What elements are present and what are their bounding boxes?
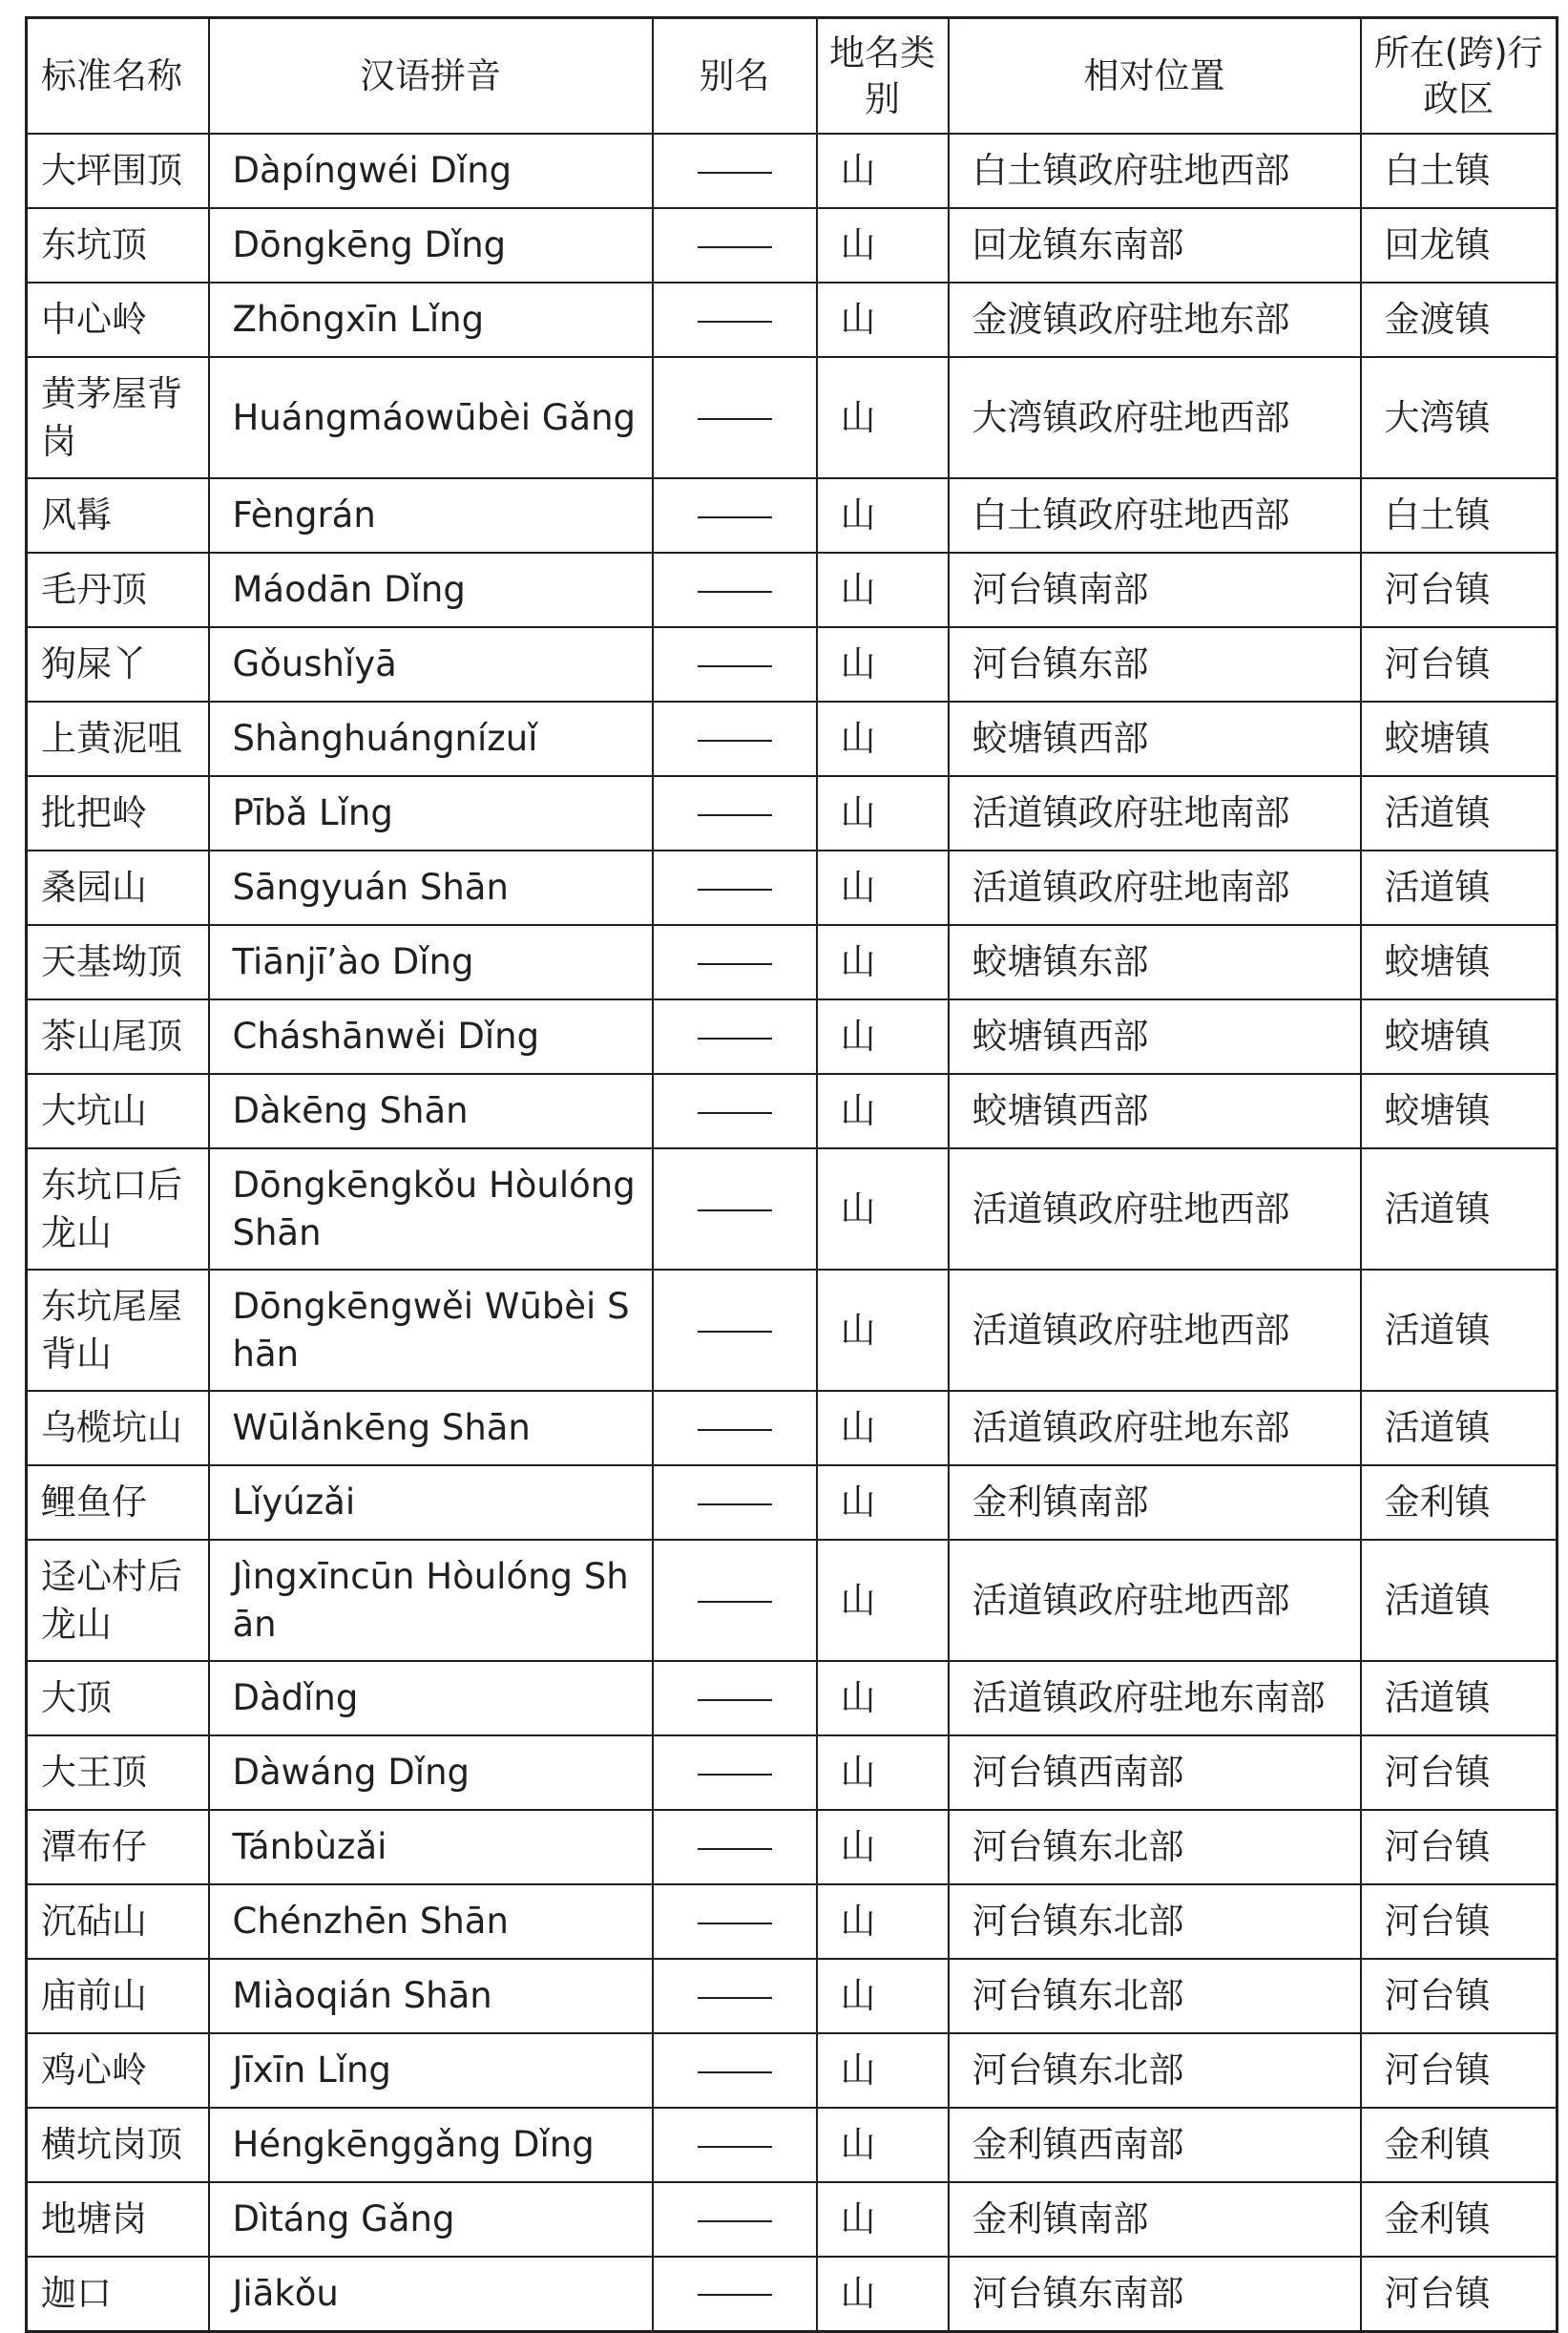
alias-dash	[698, 246, 772, 248]
cell-pinyin: Héngkēnggǎng Dǐng	[209, 2108, 653, 2182]
cell-relative-location: 河台镇东北部	[949, 1810, 1361, 1884]
table-row	[27, 2108, 1558, 2182]
cell-pinyin: Cháshānwěi Dǐng	[209, 999, 653, 1074]
cell-standard-name: 大顶	[27, 1661, 209, 1735]
cell-place-type: 山	[817, 1540, 949, 1661]
cell-relative-location: 河台镇南部	[949, 553, 1361, 627]
cell-pinyin: Jiākǒu	[209, 2257, 653, 2331]
cell-standard-name: 天基坳顶	[27, 925, 209, 999]
cell-district: 白土镇	[1361, 478, 1558, 553]
cell-district: 活道镇	[1361, 851, 1558, 925]
cell-standard-name: 东坑顶	[27, 208, 209, 283]
cell-district: 蛟塘镇	[1361, 1074, 1558, 1148]
alias-dash	[698, 1699, 772, 1701]
table-row	[27, 1074, 1558, 1148]
cell-relative-location: 金利镇南部	[949, 1465, 1361, 1540]
cell-standard-name: 庙前山	[27, 1959, 209, 2033]
cell-district: 大湾镇	[1361, 357, 1558, 478]
table-row	[27, 776, 1558, 851]
cell-place-type: 山	[817, 2257, 949, 2331]
cell-relative-location: 活道镇政府驻地西部	[949, 1540, 1361, 1661]
alias-dash	[698, 2294, 772, 2296]
cell-place-type: 山	[817, 1884, 949, 1959]
cell-standard-name: 潭布仔	[27, 1810, 209, 1884]
cell-alias	[653, 478, 817, 553]
cell-place-type: 山	[817, 2182, 949, 2257]
cell-pinyin: Chénzhēn Shān	[209, 1884, 653, 1959]
cell-standard-name: 东坑口后龙山	[27, 1148, 209, 1270]
table-row	[27, 283, 1558, 357]
cell-alias	[653, 208, 817, 283]
cell-pinyin: Dōngkēngkǒu Hòulóng Shān	[209, 1148, 653, 1270]
table-row	[27, 702, 1558, 776]
cell-place-type: 山	[817, 357, 949, 478]
cell-district: 河台镇	[1361, 627, 1558, 702]
table-row	[27, 851, 1558, 925]
alias-dash	[698, 1774, 772, 1776]
cell-place-type: 山	[817, 1959, 949, 2033]
alias-dash	[698, 1038, 772, 1040]
cell-pinyin: Fèngrán	[209, 478, 653, 553]
cell-relative-location: 河台镇东北部	[949, 1959, 1361, 2033]
cell-relative-location: 金利镇西南部	[949, 2108, 1361, 2182]
cell-district: 活道镇	[1361, 1270, 1558, 1391]
cell-standard-name: 大坪围顶	[27, 134, 209, 208]
table-row	[27, 1148, 1558, 1270]
cell-place-type: 山	[817, 283, 949, 357]
cell-standard-name: 毛丹顶	[27, 553, 209, 627]
cell-alias	[653, 283, 817, 357]
cell-pinyin: Dōngkēngwěi Wūbèi Shān	[209, 1270, 653, 1391]
alias-dash	[698, 1503, 772, 1505]
cell-relative-location: 蛟塘镇东部	[949, 925, 1361, 999]
cell-alias	[653, 1270, 817, 1391]
place-name-table	[25, 16, 1558, 2333]
table-row	[27, 1810, 1558, 1884]
cell-alias	[653, 1661, 817, 1735]
cell-place-type: 山	[817, 851, 949, 925]
cell-standard-name: 狗屎丫	[27, 627, 209, 702]
cell-place-type: 山	[817, 2033, 949, 2108]
table-row	[27, 478, 1558, 553]
cell-district: 河台镇	[1361, 1810, 1558, 1884]
cell-relative-location: 蛟塘镇西部	[949, 1074, 1361, 1148]
cell-district: 河台镇	[1361, 1959, 1558, 2033]
cell-district: 活道镇	[1361, 1540, 1558, 1661]
cell-relative-location: 大湾镇政府驻地西部	[949, 357, 1361, 478]
cell-district: 活道镇	[1361, 1391, 1558, 1465]
table-header	[27, 18, 1558, 135]
cell-district: 河台镇	[1361, 2257, 1558, 2331]
cell-standard-name: 迳心村后龙山	[27, 1540, 209, 1661]
alias-dash	[698, 963, 772, 965]
cell-district: 金利镇	[1361, 2108, 1558, 2182]
header-row	[27, 18, 1558, 135]
alias-dash	[698, 1331, 772, 1333]
table-row	[27, 553, 1558, 627]
cell-relative-location: 活道镇政府驻地西部	[949, 1270, 1361, 1391]
cell-relative-location: 河台镇西南部	[949, 1735, 1361, 1810]
cell-alias	[653, 553, 817, 627]
cell-relative-location: 蛟塘镇西部	[949, 702, 1361, 776]
table-row	[27, 925, 1558, 999]
cell-alias	[653, 134, 817, 208]
cell-district: 金利镇	[1361, 2182, 1558, 2257]
table-row	[27, 2257, 1558, 2331]
cell-place-type: 山	[817, 1391, 949, 1465]
cell-place-type: 山	[817, 1270, 949, 1391]
cell-district: 活道镇	[1361, 776, 1558, 851]
cell-district: 蛟塘镇	[1361, 925, 1558, 999]
cell-standard-name: 中心岭	[27, 283, 209, 357]
cell-pinyin: Pībǎ Lǐng	[209, 776, 653, 851]
cell-relative-location: 活道镇政府驻地南部	[949, 851, 1361, 925]
cell-alias	[653, 627, 817, 702]
cell-alias	[653, 1810, 817, 1884]
alias-dash	[698, 1112, 772, 1114]
cell-standard-name: 鸡心岭	[27, 2033, 209, 2108]
alias-dash	[698, 1209, 772, 1211]
cell-standard-name: 批把岭	[27, 776, 209, 851]
cell-place-type: 山	[817, 1735, 949, 1810]
cell-alias	[653, 1884, 817, 1959]
cell-pinyin: Dìtáng Gǎng	[209, 2182, 653, 2257]
table-row	[27, 1959, 1558, 2033]
cell-pinyin: Zhōngxīn Lǐng	[209, 283, 653, 357]
table-row	[27, 1884, 1558, 1959]
cell-alias	[653, 1465, 817, 1540]
cell-standard-name: 沉砧山	[27, 1884, 209, 1959]
header-alias: 别名	[653, 18, 817, 135]
header-relative-location: 相对位置	[949, 18, 1361, 135]
alias-dash	[698, 1997, 772, 1999]
cell-standard-name: 大坑山	[27, 1074, 209, 1148]
cell-alias	[653, 1735, 817, 1810]
cell-place-type: 山	[817, 553, 949, 627]
table-row	[27, 1735, 1558, 1810]
cell-standard-name: 黄茅屋背岗	[27, 357, 209, 478]
table-row	[27, 134, 1558, 208]
cell-district: 河台镇	[1361, 1884, 1558, 1959]
cell-alias	[653, 2257, 817, 2331]
table-row	[27, 1270, 1558, 1391]
cell-alias	[653, 925, 817, 999]
cell-alias	[653, 1959, 817, 2033]
alias-dash	[698, 740, 772, 742]
alias-dash	[698, 889, 772, 891]
alias-dash	[698, 1923, 772, 1924]
table-row	[27, 208, 1558, 283]
cell-standard-name: 茶山尾顶	[27, 999, 209, 1074]
cell-alias	[653, 2108, 817, 2182]
cell-pinyin: Tiānjī’ào Dǐng	[209, 925, 653, 999]
cell-relative-location: 回龙镇东南部	[949, 208, 1361, 283]
cell-relative-location: 活道镇政府驻地东部	[949, 1391, 1361, 1465]
cell-place-type: 山	[817, 2108, 949, 2182]
cell-relative-location: 活道镇政府驻地东南部	[949, 1661, 1361, 1735]
cell-district: 河台镇	[1361, 2033, 1558, 2108]
cell-standard-name: 上黄泥咀	[27, 702, 209, 776]
table-row	[27, 1465, 1558, 1540]
cell-relative-location: 白土镇政府驻地西部	[949, 478, 1361, 553]
cell-pinyin: Jìngxīncūn Hòulóng Shān	[209, 1540, 653, 1661]
alias-dash	[698, 665, 772, 667]
alias-dash	[698, 172, 772, 174]
alias-dash	[698, 1848, 772, 1850]
alias-dash	[698, 516, 772, 518]
cell-place-type: 山	[817, 702, 949, 776]
cell-relative-location: 河台镇东北部	[949, 2033, 1361, 2108]
table-row	[27, 357, 1558, 478]
cell-district: 活道镇	[1361, 1661, 1558, 1735]
cell-relative-location: 河台镇东北部	[949, 1884, 1361, 1959]
cell-pinyin: Dàpíngwéi Dǐng	[209, 134, 653, 208]
cell-relative-location: 白土镇政府驻地西部	[949, 134, 1361, 208]
table-row	[27, 1661, 1558, 1735]
cell-place-type: 山	[817, 1661, 949, 1735]
cell-pinyin: Sāngyuán Shān	[209, 851, 653, 925]
cell-place-type: 山	[817, 134, 949, 208]
alias-dash	[698, 814, 772, 816]
alias-dash	[698, 1429, 772, 1431]
alias-dash	[698, 1601, 772, 1603]
cell-district: 蛟塘镇	[1361, 999, 1558, 1074]
cell-place-type: 山	[817, 1465, 949, 1540]
cell-district: 河台镇	[1361, 1735, 1558, 1810]
alias-dash	[698, 321, 772, 323]
cell-standard-name: 东坑尾屋背山	[27, 1270, 209, 1391]
cell-alias	[653, 1391, 817, 1465]
cell-relative-location: 河台镇东南部	[949, 2257, 1361, 2331]
cell-alias	[653, 1074, 817, 1148]
cell-relative-location: 金渡镇政府驻地东部	[949, 283, 1361, 357]
cell-district: 河台镇	[1361, 553, 1558, 627]
table-row	[27, 2182, 1558, 2257]
cell-place-type: 山	[817, 627, 949, 702]
cell-alias	[653, 851, 817, 925]
table-row	[27, 1540, 1558, 1661]
cell-place-type: 山	[817, 925, 949, 999]
cell-pinyin: Dàdǐng	[209, 1661, 653, 1735]
alias-dash	[698, 591, 772, 593]
cell-place-type: 山	[817, 1148, 949, 1270]
cell-place-type: 山	[817, 999, 949, 1074]
cell-pinyin: Wūlǎnkēng Shān	[209, 1391, 653, 1465]
alias-dash	[698, 418, 772, 420]
cell-standard-name: 桑园山	[27, 851, 209, 925]
table-body	[27, 134, 1558, 2331]
cell-pinyin: Shànghuángnízuǐ	[209, 702, 653, 776]
cell-relative-location: 金利镇南部	[949, 2182, 1361, 2257]
cell-pinyin: Lǐyúzǎi	[209, 1465, 653, 1540]
table-row	[27, 999, 1558, 1074]
cell-pinyin: Tánbùzǎi	[209, 1810, 653, 1884]
cell-relative-location: 河台镇东部	[949, 627, 1361, 702]
alias-dash	[698, 2071, 772, 2073]
cell-alias	[653, 2182, 817, 2257]
cell-district: 活道镇	[1361, 1148, 1558, 1270]
cell-place-type: 山	[817, 478, 949, 553]
cell-pinyin: Dàkēng Shān	[209, 1074, 653, 1148]
cell-alias	[653, 357, 817, 478]
cell-place-type: 山	[817, 208, 949, 283]
cell-district: 回龙镇	[1361, 208, 1558, 283]
header-district: 所在(跨)行政区	[1361, 18, 1558, 135]
cell-standard-name: 迦口	[27, 2257, 209, 2331]
header-standard-name: 标准名称	[27, 18, 209, 135]
cell-pinyin: Huángmáowūbèi Gǎng	[209, 357, 653, 478]
cell-place-type: 山	[817, 1074, 949, 1148]
cell-pinyin: Miàoqián Shān	[209, 1959, 653, 2033]
cell-pinyin: Jīxīn Lǐng	[209, 2033, 653, 2108]
cell-relative-location: 蛟塘镇西部	[949, 999, 1361, 1074]
cell-relative-location: 活道镇政府驻地南部	[949, 776, 1361, 851]
table-row	[27, 1391, 1558, 1465]
cell-pinyin: Gǒushǐyā	[209, 627, 653, 702]
cell-standard-name: 乌榄坑山	[27, 1391, 209, 1465]
alias-dash	[698, 2146, 772, 2148]
cell-standard-name: 风髯	[27, 478, 209, 553]
cell-alias	[653, 1148, 817, 1270]
cell-alias	[653, 2033, 817, 2108]
cell-district: 金利镇	[1361, 1465, 1558, 1540]
cell-relative-location: 活道镇政府驻地西部	[949, 1148, 1361, 1270]
cell-alias	[653, 776, 817, 851]
cell-alias	[653, 1540, 817, 1661]
cell-alias	[653, 999, 817, 1074]
cell-standard-name: 横坑岗顶	[27, 2108, 209, 2182]
cell-standard-name: 鲤鱼仔	[27, 1465, 209, 1540]
cell-pinyin: Máodān Dǐng	[209, 553, 653, 627]
table-row	[27, 627, 1558, 702]
header-pinyin: 汉语拼音	[209, 18, 653, 135]
cell-district: 蛟塘镇	[1361, 702, 1558, 776]
header-place-type: 地名类别	[817, 18, 949, 135]
cell-alias	[653, 702, 817, 776]
cell-pinyin: Dàwáng Dǐng	[209, 1735, 653, 1810]
table-row	[27, 2033, 1558, 2108]
cell-standard-name: 地塘岗	[27, 2182, 209, 2257]
cell-pinyin: Dōngkēng Dǐng	[209, 208, 653, 283]
cell-standard-name: 大王顶	[27, 1735, 209, 1810]
cell-place-type: 山	[817, 776, 949, 851]
cell-district: 白土镇	[1361, 134, 1558, 208]
cell-place-type: 山	[817, 1810, 949, 1884]
alias-dash	[698, 2220, 772, 2222]
cell-district: 金渡镇	[1361, 283, 1558, 357]
